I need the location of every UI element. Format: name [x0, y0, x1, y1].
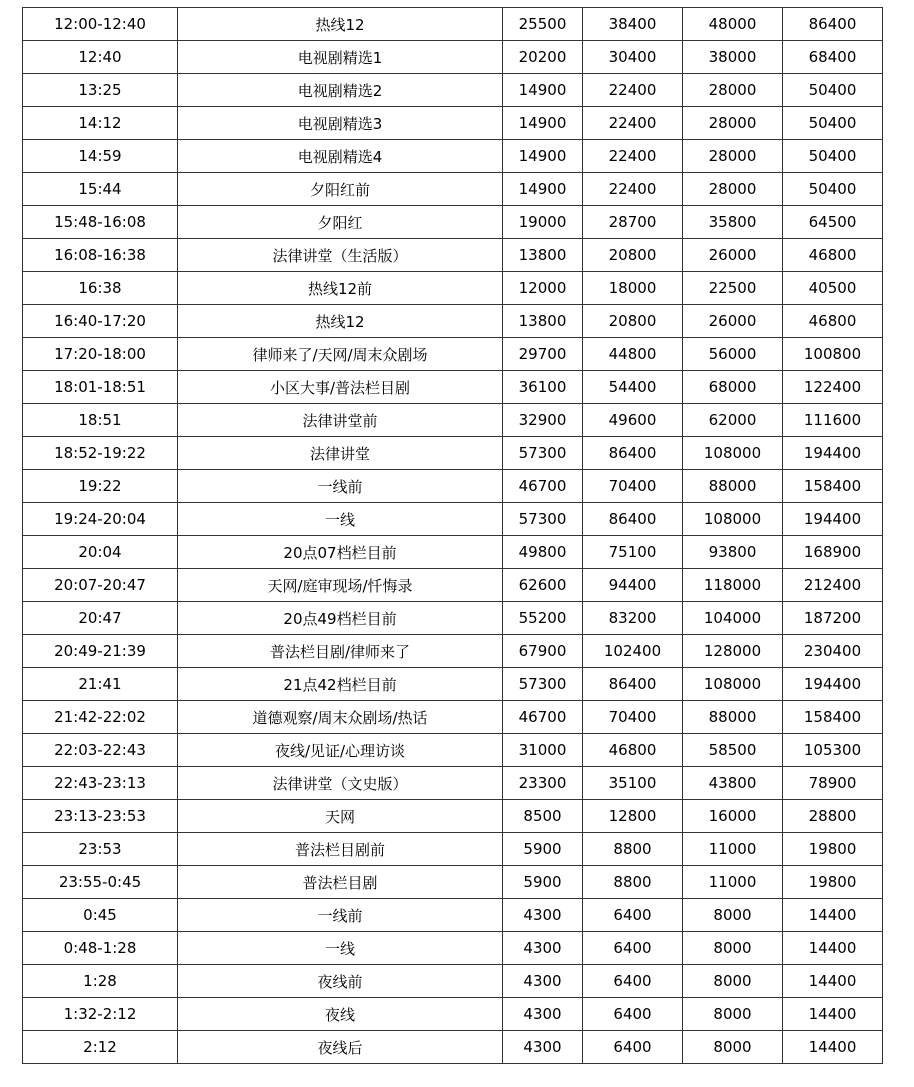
program-cell: 法律讲堂（文史版） — [178, 767, 503, 800]
price-cell-3: 104000 — [683, 602, 783, 635]
price-cell-1: 19000 — [503, 206, 583, 239]
price-cell-3: 28000 — [683, 173, 783, 206]
table-row — [23, 371, 883, 404]
table-row — [23, 569, 883, 602]
price-cell-1: 5900 — [503, 866, 583, 899]
price-cell-1: 4300 — [503, 932, 583, 965]
price-cell-4: 14400 — [783, 998, 883, 1031]
table-row — [23, 437, 883, 470]
price-cell-1: 8500 — [503, 800, 583, 833]
program-cell: 一线 — [178, 503, 503, 536]
price-cell-2: 44800 — [583, 338, 683, 371]
time-cell: 18:51 — [23, 404, 178, 437]
program-cell: 夜线前 — [178, 965, 503, 998]
time-cell: 14:12 — [23, 107, 178, 140]
price-cell-3: 8000 — [683, 899, 783, 932]
price-cell-1: 31000 — [503, 734, 583, 767]
price-cell-1: 62600 — [503, 569, 583, 602]
price-cell-1: 4300 — [503, 998, 583, 1031]
price-cell-2: 75100 — [583, 536, 683, 569]
time-cell: 1:28 — [23, 965, 178, 998]
program-cell: 一线前 — [178, 899, 503, 932]
program-cell: 热线12前 — [178, 272, 503, 305]
price-cell-3: 118000 — [683, 569, 783, 602]
price-cell-3: 58500 — [683, 734, 783, 767]
table-row — [23, 668, 883, 701]
price-cell-2: 22400 — [583, 173, 683, 206]
program-cell: 热线12 — [178, 305, 503, 338]
table-row — [23, 107, 883, 140]
price-cell-3: 26000 — [683, 239, 783, 272]
price-cell-4: 86400 — [783, 8, 883, 41]
program-cell: 夕阳红前 — [178, 173, 503, 206]
price-cell-1: 55200 — [503, 602, 583, 635]
program-cell: 21点42档栏目前 — [178, 668, 503, 701]
price-cell-2: 6400 — [583, 899, 683, 932]
table-row — [23, 800, 883, 833]
price-cell-3: 108000 — [683, 503, 783, 536]
time-cell: 0:48-1:28 — [23, 932, 178, 965]
price-cell-4: 158400 — [783, 701, 883, 734]
price-cell-1: 5900 — [503, 833, 583, 866]
program-cell: 一线前 — [178, 470, 503, 503]
price-cell-1: 25500 — [503, 8, 583, 41]
price-cell-1: 13800 — [503, 239, 583, 272]
time-cell: 14:59 — [23, 140, 178, 173]
price-cell-3: 56000 — [683, 338, 783, 371]
price-cell-1: 23300 — [503, 767, 583, 800]
rate-table — [22, 7, 883, 1064]
table-row — [23, 41, 883, 74]
program-cell: 普法栏目剧 — [178, 866, 503, 899]
table-row — [23, 173, 883, 206]
price-cell-3: 8000 — [683, 965, 783, 998]
time-cell: 13:25 — [23, 74, 178, 107]
price-cell-4: 194400 — [783, 437, 883, 470]
table-row — [23, 833, 883, 866]
price-cell-4: 40500 — [783, 272, 883, 305]
program-cell: 夜线/见证/心理访谈 — [178, 734, 503, 767]
time-cell: 1:32-2:12 — [23, 998, 178, 1031]
program-cell: 天网 — [178, 800, 503, 833]
table-row — [23, 503, 883, 536]
time-cell: 18:01-18:51 — [23, 371, 178, 404]
price-cell-2: 22400 — [583, 107, 683, 140]
price-cell-4: 28800 — [783, 800, 883, 833]
table-row — [23, 932, 883, 965]
price-cell-3: 28000 — [683, 107, 783, 140]
price-cell-3: 62000 — [683, 404, 783, 437]
table-row — [23, 74, 883, 107]
program-cell: 小区大事/普法栏目剧 — [178, 371, 503, 404]
program-cell: 电视剧精选4 — [178, 140, 503, 173]
program-cell: 天网/庭审现场/忏悔录 — [178, 569, 503, 602]
time-cell: 21:42-22:02 — [23, 701, 178, 734]
rate-table-body — [23, 8, 883, 1064]
price-cell-4: 230400 — [783, 635, 883, 668]
price-cell-3: 43800 — [683, 767, 783, 800]
time-cell: 18:52-19:22 — [23, 437, 178, 470]
price-cell-3: 16000 — [683, 800, 783, 833]
table-row — [23, 734, 883, 767]
price-cell-4: 19800 — [783, 833, 883, 866]
price-cell-1: 4300 — [503, 899, 583, 932]
price-cell-1: 13800 — [503, 305, 583, 338]
time-cell: 15:48-16:08 — [23, 206, 178, 239]
price-cell-1: 57300 — [503, 503, 583, 536]
price-cell-1: 36100 — [503, 371, 583, 404]
price-cell-4: 122400 — [783, 371, 883, 404]
price-cell-2: 30400 — [583, 41, 683, 74]
price-cell-4: 19800 — [783, 866, 883, 899]
program-cell: 道德观察/周末众剧场/热话 — [178, 701, 503, 734]
time-cell: 12:40 — [23, 41, 178, 74]
price-cell-2: 38400 — [583, 8, 683, 41]
price-cell-2: 46800 — [583, 734, 683, 767]
table-row — [23, 701, 883, 734]
price-cell-1: 29700 — [503, 338, 583, 371]
price-cell-2: 86400 — [583, 668, 683, 701]
price-cell-2: 54400 — [583, 371, 683, 404]
table-row — [23, 140, 883, 173]
price-cell-2: 22400 — [583, 140, 683, 173]
price-cell-1: 46700 — [503, 701, 583, 734]
price-cell-2: 8800 — [583, 866, 683, 899]
program-cell: 夜线后 — [178, 1031, 503, 1064]
price-cell-4: 50400 — [783, 107, 883, 140]
price-cell-2: 6400 — [583, 1031, 683, 1064]
price-cell-3: 11000 — [683, 866, 783, 899]
time-cell: 19:22 — [23, 470, 178, 503]
price-cell-2: 35100 — [583, 767, 683, 800]
price-cell-4: 46800 — [783, 239, 883, 272]
time-cell: 15:44 — [23, 173, 178, 206]
price-cell-2: 86400 — [583, 503, 683, 536]
price-cell-3: 35800 — [683, 206, 783, 239]
table-row — [23, 272, 883, 305]
program-cell: 一线 — [178, 932, 503, 965]
price-cell-2: 18000 — [583, 272, 683, 305]
price-cell-4: 194400 — [783, 668, 883, 701]
table-row — [23, 536, 883, 569]
price-cell-2: 22400 — [583, 74, 683, 107]
price-cell-3: 48000 — [683, 8, 783, 41]
time-cell: 23:53 — [23, 833, 178, 866]
price-cell-4: 212400 — [783, 569, 883, 602]
price-cell-4: 100800 — [783, 338, 883, 371]
price-cell-2: 28700 — [583, 206, 683, 239]
table-row — [23, 338, 883, 371]
table-row — [23, 8, 883, 41]
price-cell-4: 105300 — [783, 734, 883, 767]
price-cell-3: 108000 — [683, 668, 783, 701]
price-cell-2: 8800 — [583, 833, 683, 866]
price-cell-3: 108000 — [683, 437, 783, 470]
program-cell: 20点07档栏目前 — [178, 536, 503, 569]
price-cell-2: 70400 — [583, 470, 683, 503]
program-cell: 律师来了/天网/周末众剧场 — [178, 338, 503, 371]
time-cell: 21:41 — [23, 668, 178, 701]
time-cell: 16:38 — [23, 272, 178, 305]
time-cell: 20:04 — [23, 536, 178, 569]
program-cell: 法律讲堂 — [178, 437, 503, 470]
price-cell-1: 57300 — [503, 437, 583, 470]
price-cell-4: 194400 — [783, 503, 883, 536]
price-cell-3: 22500 — [683, 272, 783, 305]
price-cell-3: 8000 — [683, 998, 783, 1031]
price-cell-3: 8000 — [683, 932, 783, 965]
price-cell-1: 14900 — [503, 140, 583, 173]
time-cell: 23:55-0:45 — [23, 866, 178, 899]
table-row — [23, 866, 883, 899]
program-cell: 法律讲堂前 — [178, 404, 503, 437]
price-cell-3: 8000 — [683, 1031, 783, 1064]
table-row — [23, 602, 883, 635]
price-cell-2: 6400 — [583, 998, 683, 1031]
price-cell-4: 168900 — [783, 536, 883, 569]
table-row — [23, 635, 883, 668]
table-row — [23, 998, 883, 1031]
table-row — [23, 404, 883, 437]
price-cell-4: 50400 — [783, 173, 883, 206]
price-cell-4: 14400 — [783, 1031, 883, 1064]
time-cell: 2:12 — [23, 1031, 178, 1064]
time-cell: 12:00-12:40 — [23, 8, 178, 41]
time-cell: 23:13-23:53 — [23, 800, 178, 833]
price-cell-4: 158400 — [783, 470, 883, 503]
price-cell-1: 32900 — [503, 404, 583, 437]
time-cell: 16:40-17:20 — [23, 305, 178, 338]
price-cell-2: 6400 — [583, 965, 683, 998]
price-cell-1: 14900 — [503, 74, 583, 107]
price-cell-1: 14900 — [503, 173, 583, 206]
price-cell-1: 4300 — [503, 965, 583, 998]
price-cell-3: 128000 — [683, 635, 783, 668]
price-cell-3: 88000 — [683, 701, 783, 734]
price-cell-3: 38000 — [683, 41, 783, 74]
time-cell: 16:08-16:38 — [23, 239, 178, 272]
price-cell-2: 20800 — [583, 305, 683, 338]
price-cell-4: 14400 — [783, 932, 883, 965]
price-cell-1: 14900 — [503, 107, 583, 140]
table-row — [23, 239, 883, 272]
price-cell-4: 111600 — [783, 404, 883, 437]
program-cell: 夕阳红 — [178, 206, 503, 239]
price-cell-2: 102400 — [583, 635, 683, 668]
time-cell: 17:20-18:00 — [23, 338, 178, 371]
price-cell-1: 67900 — [503, 635, 583, 668]
time-cell: 19:24-20:04 — [23, 503, 178, 536]
price-cell-1: 4300 — [503, 1031, 583, 1064]
program-cell: 热线12 — [178, 8, 503, 41]
time-cell: 0:45 — [23, 899, 178, 932]
price-cell-1: 46700 — [503, 470, 583, 503]
price-cell-4: 14400 — [783, 965, 883, 998]
time-cell: 20:07-20:47 — [23, 569, 178, 602]
price-cell-1: 57300 — [503, 668, 583, 701]
program-cell: 20点49档栏目前 — [178, 602, 503, 635]
program-cell: 夜线 — [178, 998, 503, 1031]
price-cell-4: 50400 — [783, 74, 883, 107]
price-cell-4: 78900 — [783, 767, 883, 800]
table-row — [23, 470, 883, 503]
price-cell-3: 88000 — [683, 470, 783, 503]
price-cell-2: 12800 — [583, 800, 683, 833]
price-cell-3: 93800 — [683, 536, 783, 569]
table-row — [23, 305, 883, 338]
table-row — [23, 1031, 883, 1064]
table-row — [23, 767, 883, 800]
time-cell: 20:47 — [23, 602, 178, 635]
program-cell: 法律讲堂（生活版） — [178, 239, 503, 272]
price-cell-1: 12000 — [503, 272, 583, 305]
table-row — [23, 206, 883, 239]
price-cell-4: 14400 — [783, 899, 883, 932]
time-cell: 20:49-21:39 — [23, 635, 178, 668]
table-row — [23, 965, 883, 998]
program-cell: 电视剧精选2 — [178, 74, 503, 107]
price-cell-2: 6400 — [583, 932, 683, 965]
price-cell-2: 83200 — [583, 602, 683, 635]
time-cell: 22:43-23:13 — [23, 767, 178, 800]
price-cell-4: 46800 — [783, 305, 883, 338]
price-cell-2: 86400 — [583, 437, 683, 470]
program-cell: 电视剧精选1 — [178, 41, 503, 74]
price-cell-3: 28000 — [683, 140, 783, 173]
price-cell-2: 70400 — [583, 701, 683, 734]
program-cell: 普法栏目剧/律师来了 — [178, 635, 503, 668]
time-cell: 22:03-22:43 — [23, 734, 178, 767]
table-row — [23, 899, 883, 932]
price-cell-1: 49800 — [503, 536, 583, 569]
program-cell: 普法栏目剧前 — [178, 833, 503, 866]
price-cell-4: 50400 — [783, 140, 883, 173]
price-cell-2: 49600 — [583, 404, 683, 437]
price-cell-4: 187200 — [783, 602, 883, 635]
price-cell-2: 94400 — [583, 569, 683, 602]
price-cell-2: 20800 — [583, 239, 683, 272]
price-cell-4: 64500 — [783, 206, 883, 239]
price-cell-1: 20200 — [503, 41, 583, 74]
price-cell-3: 28000 — [683, 74, 783, 107]
program-cell: 电视剧精选3 — [178, 107, 503, 140]
price-cell-3: 26000 — [683, 305, 783, 338]
price-cell-4: 68400 — [783, 41, 883, 74]
price-cell-3: 68000 — [683, 371, 783, 404]
price-cell-3: 11000 — [683, 833, 783, 866]
